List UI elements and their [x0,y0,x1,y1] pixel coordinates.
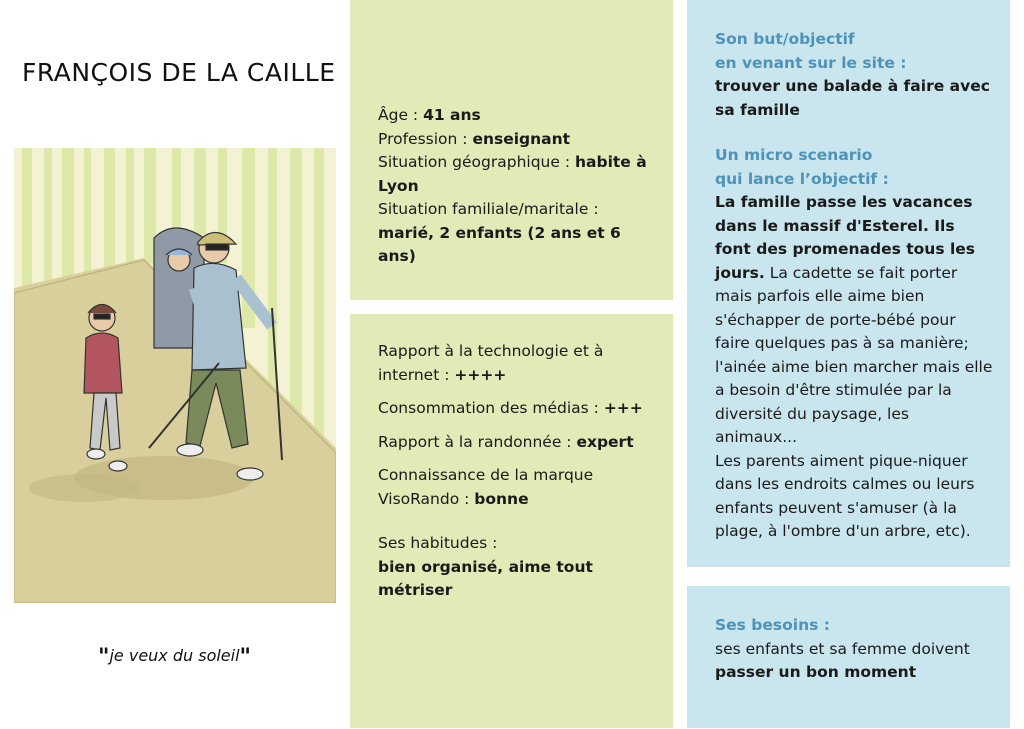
goal-panel [687,0,1010,567]
persona-quote [98,645,251,670]
scenario-text-2: Les parents aiment pique-niquer dans les endroits calmes ou leurs enfants peuvent s'amuser (à la plage, à l'ombre d'un arbre, etc). [715,451,975,540]
media-line: Consommation des médias : +++ [378,399,643,417]
needs-panel [687,586,1010,728]
geo-line: Situation géographique : habite à Lyon [378,153,647,195]
profile-panel [350,0,673,300]
profession-line: Profession : enseignant [378,129,571,148]
hiking-line: Rapport à la randonnée : expert [378,432,634,451]
persona-name: FRANÇOIS DE LA CAILLE [22,58,336,87]
quote-mark-close: " [239,645,252,670]
needs-bold: passer un bon moment [715,663,917,681]
quote-mark-open: " [98,645,110,670]
scenario-text: La famille passe les vacances dans le massif d'Esterel. Ils font des promenades tous les jours. La cadette se fait porter mais parfois elle aime bien s'échapper de porte-bébé pour faire quelques pas à sa manière; l'ainée aime bien marcher mais elle a besoin d'être stimulée par la diversité du paysage, les animaux... [715,193,993,446]
habits-label: Ses habitudes : [378,534,498,552]
relations-panel [350,314,673,728]
brand-line: Connaissance de la marque VisoRando : bonne [378,466,594,508]
family-line: Situation familiale/maritale : marié, 2 enfants (2 ans et 6 ans) [378,200,621,265]
needs-text: ses enfants et sa femme doivent [715,639,970,658]
habits-value: bien organisé, aime tout métriser [378,557,593,599]
goal-label-line2: en venant sur le site : [715,53,907,72]
quote-text: je veux du soleil [109,646,240,665]
age-line: Âge : 41 ans [378,106,481,124]
goal-value: trouver une balade à faire avec sa famille [715,77,990,119]
scenario-label-line1: Un micro scenario [715,146,873,164]
tech-line: Rapport à la technologie et à internet : ++++ [378,342,604,384]
scenario-label-line2: qui lance l’objectif : [715,169,889,188]
needs-label: Ses besoins : [715,616,830,634]
goal-label-line1: Son but/objectif [715,30,855,48]
hiking-family-illustration [14,148,336,603]
